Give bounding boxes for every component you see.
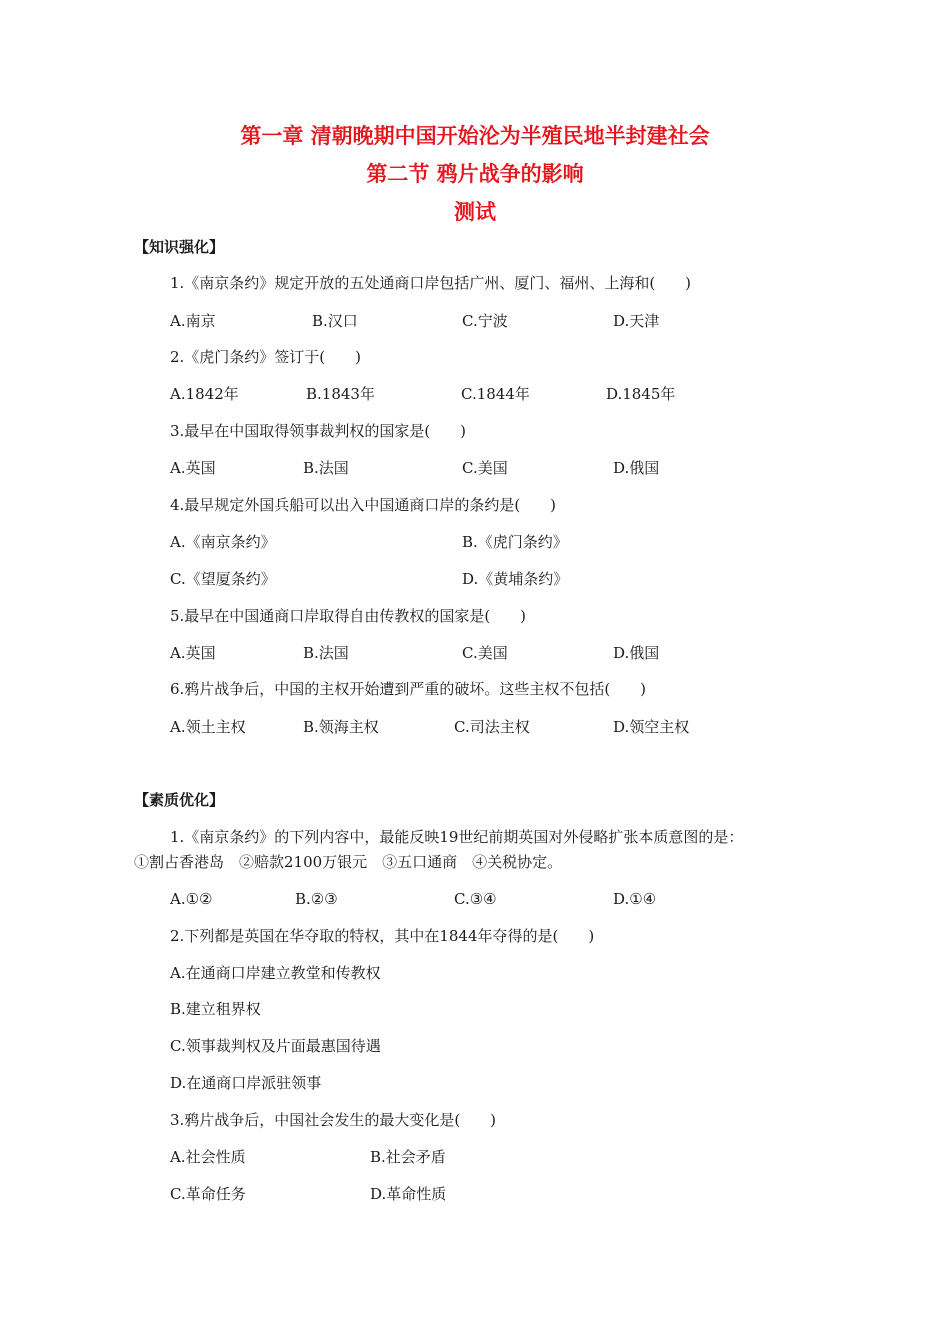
section-title: 第二节 鸦片战争的影响 — [366, 162, 584, 186]
option: B.法国 — [303, 459, 349, 477]
option: A.英国 — [170, 459, 216, 477]
option: A.①② — [170, 890, 213, 908]
option: D.《黄埔条约》 — [462, 570, 569, 588]
question-stem: 6.鸦片战争后，中国的主权开始遭到严重的破坏。这些主权不包括( ) — [170, 680, 647, 698]
option: B.领海主权 — [303, 718, 379, 736]
option: C.美国 — [462, 644, 508, 662]
option: A.1842年 — [170, 385, 239, 403]
test-title: 测试 — [454, 200, 496, 224]
option: A.《南京条约》 — [170, 533, 276, 551]
option: D.俄国 — [613, 644, 660, 662]
question-stem-continued: ①割占香港岛 ②赔款2100万银元 ③五口通商 ④关税协定。 — [134, 853, 563, 871]
option: D.革命性质 — [370, 1185, 447, 1203]
option: D.俄国 — [613, 459, 660, 477]
option: C.《望厦条约》 — [170, 570, 276, 588]
option: A.英国 — [170, 644, 216, 662]
section-heading-quality: 【素质优化】 — [134, 791, 225, 809]
question-stem: 2.《虎门条约》签订于( ) — [170, 348, 362, 366]
question-stem: 3.鸦片战争后，中国社会发生的最大变化是( ) — [170, 1111, 497, 1129]
question-stem: 1.《南京条约》的下列内容中，最能反映19世纪前期英国对外侵略扩张本质意图的是： — [170, 828, 744, 846]
option: B.法国 — [303, 644, 349, 662]
question-stem: 5.最早在中国通商口岸取得自由传教权的国家是( ) — [170, 607, 527, 625]
option: B.汉口 — [312, 312, 358, 330]
option: B.建立租界权 — [170, 1000, 261, 1018]
option: A.南京 — [170, 312, 216, 330]
option: C.领事裁判权及片面最惠国待遇 — [170, 1037, 381, 1055]
option: A.领土主权 — [170, 718, 246, 736]
option: C.③④ — [454, 890, 497, 908]
question-stem: 3.最早在中国取得领事裁判权的国家是( ) — [170, 422, 467, 440]
option: D.在通商口岸派驻领事 — [170, 1074, 322, 1092]
option: A.在通商口岸建立教堂和传教权 — [170, 964, 381, 982]
question-stem: 4.最早规定外国兵船可以出入中国通商口岸的条约是( ) — [170, 496, 557, 514]
option: B.1843年 — [306, 385, 375, 403]
option: D.1845年 — [606, 385, 676, 403]
option: C.司法主权 — [454, 718, 530, 736]
option: B.《虎门条约》 — [462, 533, 568, 551]
option: D.①④ — [613, 890, 657, 908]
section-heading-knowledge: 【知识强化】 — [134, 238, 225, 256]
option: C.宁波 — [462, 312, 508, 330]
option: C.美国 — [462, 459, 508, 477]
option: C.革命任务 — [170, 1185, 246, 1203]
question-stem: 1.《南京条约》规定开放的五处通商口岸包括广州、厦门、福州、上海和( ) — [170, 274, 692, 292]
option: D.天津 — [613, 312, 660, 330]
question-stem: 2.下列都是英国在华夺取的特权，其中在1844年夺得的是( ) — [170, 927, 595, 945]
option: B.社会矛盾 — [370, 1148, 446, 1166]
option: D.领空主权 — [613, 718, 690, 736]
option: B.②③ — [295, 890, 338, 908]
option: A.社会性质 — [170, 1148, 246, 1166]
option: C.1844年 — [461, 385, 530, 403]
chapter-title: 第一章 清朝晚期中国开始沦为半殖民地半封建社会 — [240, 124, 710, 148]
